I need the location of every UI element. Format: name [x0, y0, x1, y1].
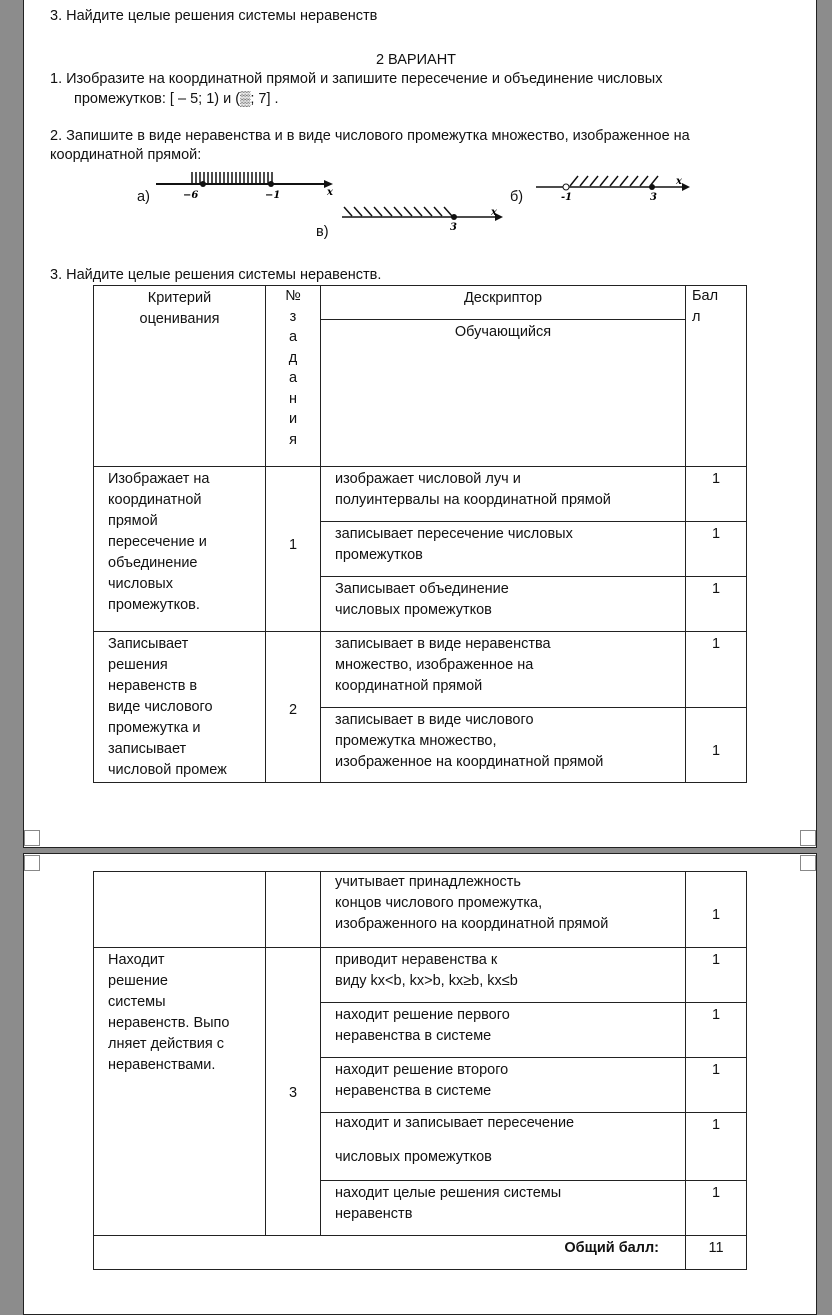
total-label: Общий балл:: [93, 1235, 686, 1270]
criterion-cell: [93, 871, 266, 948]
task1-text: промежутков: [ – 5; 1) и (▒; 7] .: [74, 91, 279, 107]
descriptor-cell: Записывает объединение числовых промежутков: [320, 576, 686, 632]
tick-label: −6: [183, 190, 199, 201]
page-corner-mark: [800, 855, 816, 871]
axis-label: x: [327, 187, 333, 198]
figure-v-label: в): [316, 224, 329, 240]
header-score: Бал л: [685, 285, 747, 467]
task2-text: координатной прямой:: [50, 147, 202, 163]
descriptor-cell: записывает пересечение числовых промежутков: [320, 521, 686, 577]
score-cell: 1: [685, 1112, 747, 1181]
score-cell: 1: [685, 631, 747, 708]
task-number-cell: 2: [265, 631, 321, 783]
number-line-a: [150, 168, 350, 206]
descriptor-cell: записывает в виде неравенства множество, изображенное на координатной прямой: [320, 631, 686, 708]
criterion-cell: Записывает решения неравенств в виде числового промежутка и записывает числовой промеж: [93, 631, 266, 783]
score-cell: 1: [685, 947, 747, 1003]
descriptor-cell: находит решение второго неравенства в системе: [320, 1057, 686, 1113]
score-cell: 1: [685, 1057, 747, 1113]
score-cell: 1: [685, 1002, 747, 1058]
descriptor-cell: записывает в виде числового промежутка множество, изображенное на координатной прямой: [320, 707, 686, 783]
page-corner-mark: [24, 830, 40, 846]
score-cell: 1: [685, 521, 747, 577]
criterion-cell: Изображает на координатной прямой пересечение и объединение числовых промежутков.: [93, 466, 266, 632]
descriptor-cell: приводит неравенства к виду kx<b, kx>b, kx≥b, kx≤b: [320, 947, 686, 1003]
score-cell: 1: [685, 871, 747, 948]
score-cell: 1: [685, 576, 747, 632]
total-score: 11: [685, 1235, 747, 1270]
score-cell: 1: [685, 1180, 747, 1236]
header-descriptor: Дескриптор: [320, 285, 686, 320]
number-line-b: [532, 172, 697, 206]
axis-label: x: [676, 176, 682, 187]
number-line-v: [338, 204, 513, 236]
task-number-cell: 1: [265, 466, 321, 632]
task-number-cell: 3: [265, 947, 321, 1236]
variant-title: 2 ВАРИАНТ: [375, 52, 457, 68]
descriptor-cell: находит и записывает пересечение числовых промежутков: [320, 1112, 686, 1181]
score-cell: 1: [685, 466, 747, 522]
header-task-number: № з а д а н и я: [265, 285, 321, 467]
descriptor-cell: изображает числовой луч и полуинтервалы на координатной прямой: [320, 466, 686, 522]
tick-label: 3: [650, 192, 657, 203]
tick-label: -1: [561, 192, 573, 203]
axis-label: x: [491, 207, 497, 218]
task2-text: 2. Запишите в виде неравенства и в виде числового промежутка множество, изображенное на: [50, 128, 690, 144]
task3-text: 3. Найдите целые решения системы неравенств.: [50, 267, 382, 283]
descriptor-cell: находит решение первого неравенства в системе: [320, 1002, 686, 1058]
descriptor-cell: находит целые решения системы неравенств: [320, 1180, 686, 1236]
header-criterion: Критерий оценивания: [93, 285, 266, 467]
previous-task-text: 3. Найдите целые решения системы неравенств: [50, 8, 378, 24]
header-student: Обучающийся: [320, 319, 686, 467]
criterion-cell: Находит решение системы неравенств. Выпо лняет действия с неравенствами.: [93, 947, 266, 1236]
figure-b-label: б): [510, 189, 524, 205]
score-cell: 1: [685, 707, 747, 783]
task1-text: 1. Изобразите на координатной прямой и запишите пересечение и объединение числовых: [50, 71, 663, 87]
page-corner-mark: [24, 855, 40, 871]
tick-label: −1: [265, 190, 281, 201]
tick-label: 3: [450, 222, 457, 233]
page-corner-mark: [800, 830, 816, 846]
descriptor-cell: учитывает принадлежность концов числового промежутка, изображенного на координатной прямой: [320, 871, 686, 948]
task-number-cell: [265, 871, 321, 948]
figure-a-label: а): [137, 189, 150, 205]
